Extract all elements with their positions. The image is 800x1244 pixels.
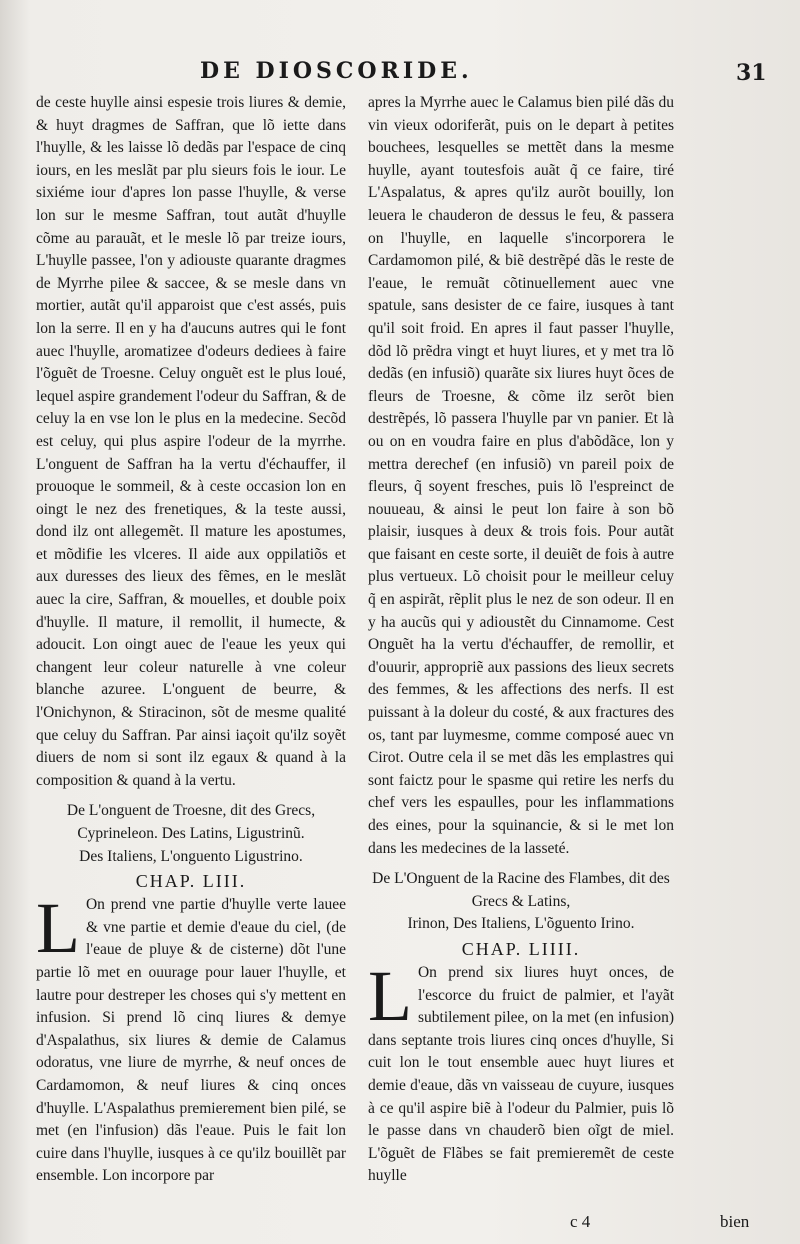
left-column <box>36 92 346 1188</box>
running-head: DE DIOSCORIDE. <box>200 58 473 84</box>
chapter-number: CHAP. LIII. <box>135 871 247 892</box>
body-paragraph: de ceste huylle ainsi espesie trois liures & demie, & huyt dragmes de Saffran, que lõ iette dans l'huylle, & les laisse lõ dedãs par l'espace de cinq iours, en les meslãt par plu sieurs fois le iour. Le sixiéme iour d'apres lon passe l'huylle, & verse lon sur le mesme Saffran, tout autãt d'huylle cõme au parauãt, et le mesle lõ par treize iours, L'huylle passee, l'on y adiouste quarante dragmes de Myrrhe pilee & saccee, & se mesle dans vn mortier, autãt qu'il apparoist que c'est assés, puis lon la serre. Il en y ha d'aucuns autres qui le font auec l'huylle, aromatizee d'odeurs dediees à faire l'õguẽt de Troesne. Celuy onguẽt est le plus loué, lequel aspire grandement l'odeur du Saffran, & de celuy la en vse lon le plus en la medecine. Secõd est celuy, qui plus aspire l'odeur de la myrrhe. L'onguent de Saffran ha la vertu d'échauffer, il prouoque le sommeil, & à ceste occasion lon en oingt le nez des frenetiques, & la teste aussi, dond ilz ont allegemẽt. Il mature les apostumes, et mõdifie les vlceres. Il aide aux oppilatiõs et aux duresses des lieux des fẽmes, en le meslãt auec la cire, Saffran, & mouelles, et double poix d'huylle. Il mature, il remollit, il humecte, & adoucit. Lon oingt auec de l'eaue les yeux qui changent leur coleur naturelle à vne coleur blanche azuree. L'onguent de beurre, & l'Onichynon, & Stiracinon, sõt de mesme qualité que celuy du Saffran. Par ainsi iaçoit qu'ilz soyẽt diuers de nom si sont ilz egaux & quand à la composition & quand à la vertu. <box>36 94 346 789</box>
chapter-text: On prend vne partie d'huylle verte lauee & vne partie et demie d'eaue du ciel, (de l'eaue de pluye & de cisterne) dõt l'une partie lõ met en ouurage pour lauer l'huylle, et lautre pour destreper les choses qui s'y mettent en infusion. Si prend lõ cinq liures & demye d'Aspalathus, six liures & demie de Calamus odoratus, vne liure de myrrhe, & neuf onces de Cardamomon, & neuf liures & cinq onces d'huylle. L'Aspalathus premierement bien pilé, se met (en l'infusion) dãs l'eaue. Puis le fait lon cuire dans l'huylle, iusques à ce qu'ilz bouillẽt par ensemble. Lon incorpore par <box>36 896 346 1185</box>
drop-capital: L <box>36 888 80 969</box>
heading-line: Cyprineleon. Des Latins, Ligustrinũ. <box>77 825 305 842</box>
chapter-paragraph <box>368 955 674 1188</box>
heading-line: Irinon, Des Italiens, L'õguento Irino. <box>407 915 635 933</box>
catchword: bien <box>720 1212 750 1231</box>
signature-mark: c 4 <box>570 1212 591 1231</box>
heading-line: De L'Onguent de la Racine des Flambes, dit des Grecs & Latins, <box>372 870 670 910</box>
page-number: 31 <box>736 60 767 86</box>
chapter-paragraph <box>36 888 346 1188</box>
heading-line: De L'onguent de Troesne, dit des Grecs, <box>66 802 316 820</box>
body-paragraph: apres la Myrrhe auec le Calamus bien pilé dãs du vin vieux odoriferãt, puis on le depart à petites bouchees, lesquelles se mettẽt dans la mesme huylle, ayant toutesfois auãt q̃ ce faire, tiré L'Aspalatus, & apres qu'ilz aurõt bouilly, lon leuera le chauderon de dessus le feu, & passera on l'huylle, en laquelle s'incorporera le Cardamomon pilé, & biẽ destrẽpé dãs le reste de l'eaue, le remuãt cõtinuellement auec vne spatule, sans desister de ce faire, iusques à tant qu'il soit froid. En apres il faut passer l'huylle, dõd lõ prẽdra vingt et huyt liures, et y met tra lõ dedãs (en infusiõ) quarãte six liures huyt õces de fleurs de Troesne, & cõme ilz serõt bien destrẽpés, lõ passera l'huylle par vn panier. Et là ou on en voudra faire en plus d'abõdãce, lon y mettra derechef (en infusiõ) vn pareil poix de fleurs, q̃ soyent fresches, puis lõ l'espreinct de nouueau, & ainsi le peut lon faire à son bõ plaisir, iusques à deux & trois fois. Pour autãt que faisant en ceste sorte, il deuiẽt de fois à autre plus vertueux. Lõ choisit pour le meilleur celuy q̃ en aspirãt, rẽplit plus le nez de son odeur. Il en y ha aucũs qui y adioustẽt du Cinnamome. Cest Onguẽt ha la vertu d'échauffer, de remollir, et d'ouurir, appropriẽ aux passions des lieux secrets des femmes, & les affections des nerfs. Il est puissant à la doleur du costé, & aux fractures des os, tant par luymesme, comme composé auec vn Cirot. Outre cela il se met dãs les emplastres qui sont faictz pour le spasme qui retire les nerfs du chef vers les espaulles, pour les inflammations des eines, pour la squinancie, & si le met lon dans les medecines de la lasseté. <box>368 94 674 857</box>
chapter-number: CHAP. LIIII. <box>461 938 581 959</box>
chapter-text: On prend six liures huyt onces, de l'escorce du fruict de palmier, et l'ayãt subtilement pilee, on la met (en infusion) dans septante trois liures cinq onces d'huylle, Si cuit lon le tout ensemble auec huyt liures et demie d'eaue, dãs vn vaisseau de cuyure, iusques à ce qu'il aspire biẽ à l'odeur du Palmier, puis lõ le passe dans vn chauderõ bien oĩgt de miel. L'õguẽt de Flãbes se fait premieremẽt de ceste huylle <box>368 963 674 1185</box>
section-heading <box>368 868 674 936</box>
drop-capital: L <box>368 955 412 1036</box>
heading-line: Des Italiens, L'onguento Ligustrino. <box>79 847 303 865</box>
section-heading <box>36 800 346 868</box>
right-column <box>368 92 674 1188</box>
